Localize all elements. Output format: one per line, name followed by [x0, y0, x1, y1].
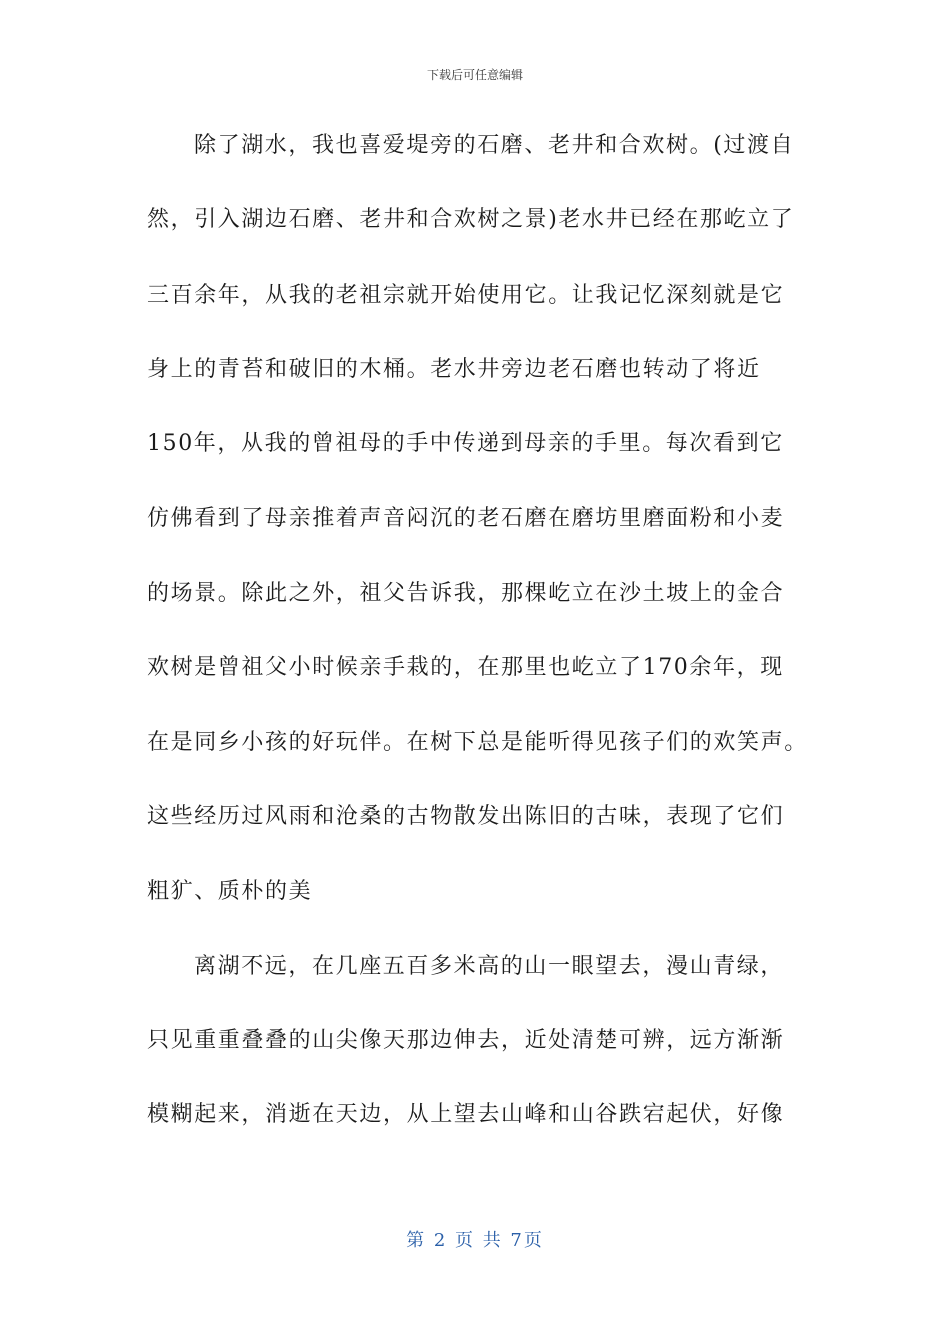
paragraph-line: 粗犷、质朴的美: [147, 879, 313, 904]
paragraph-line: 三百余年，从我的老祖宗就开始使用它。让我记忆深刻就是它: [147, 283, 785, 308]
paragraph-line: 仿佛看到了母亲推着声音闷沉的老石磨在磨坊里磨面粉和小麦: [147, 506, 785, 531]
paragraph-line: 欢树是曾祖父小时候亲手栽的，在那里也屹立了170余年，现: [147, 655, 784, 680]
paragraph-line: 150年，从我的曾祖母的手中传递到母亲的手里。每次看到它: [147, 431, 784, 456]
paragraph-line: 在是同乡小孩的好玩伴。在树下总是能听得见孩子们的欢笑声。: [147, 730, 808, 755]
paragraph-line: 然，引入湖边石磨、老井和合欢树之景)老水井已经在那屹立了: [147, 207, 795, 232]
paragraph-line: 离湖不远，在几座五百多米高的山一眼望去，漫山青绿，: [194, 954, 785, 979]
page-header: 下载后可任意编辑: [426, 68, 523, 82]
paragraph-line: 这些经历过风雨和沧桑的古物散发出陈旧的古味，表现了它们: [147, 804, 785, 829]
paragraph-line: 只见重重叠叠的山尖像天那边伸去，近处清楚可辨，远方渐渐: [147, 1028, 785, 1053]
page-number: 第 2 页 共 7页: [406, 1230, 544, 1251]
paragraph-line: 身上的青苔和破旧的木桶。老水井旁边老石磨也转动了将近: [147, 357, 761, 382]
paragraph-line: 的场景。除此之外，祖父告诉我，那棵屹立在沙土坡上的金合: [147, 581, 785, 606]
paragraph-line: 模糊起来，消逝在天边，从上望去山峰和山谷跌宕起伏，好像: [147, 1102, 785, 1127]
paragraph-line: 除了湖水，我也喜爱堤旁的石磨、老井和合欢树。(过渡自: [194, 133, 795, 158]
